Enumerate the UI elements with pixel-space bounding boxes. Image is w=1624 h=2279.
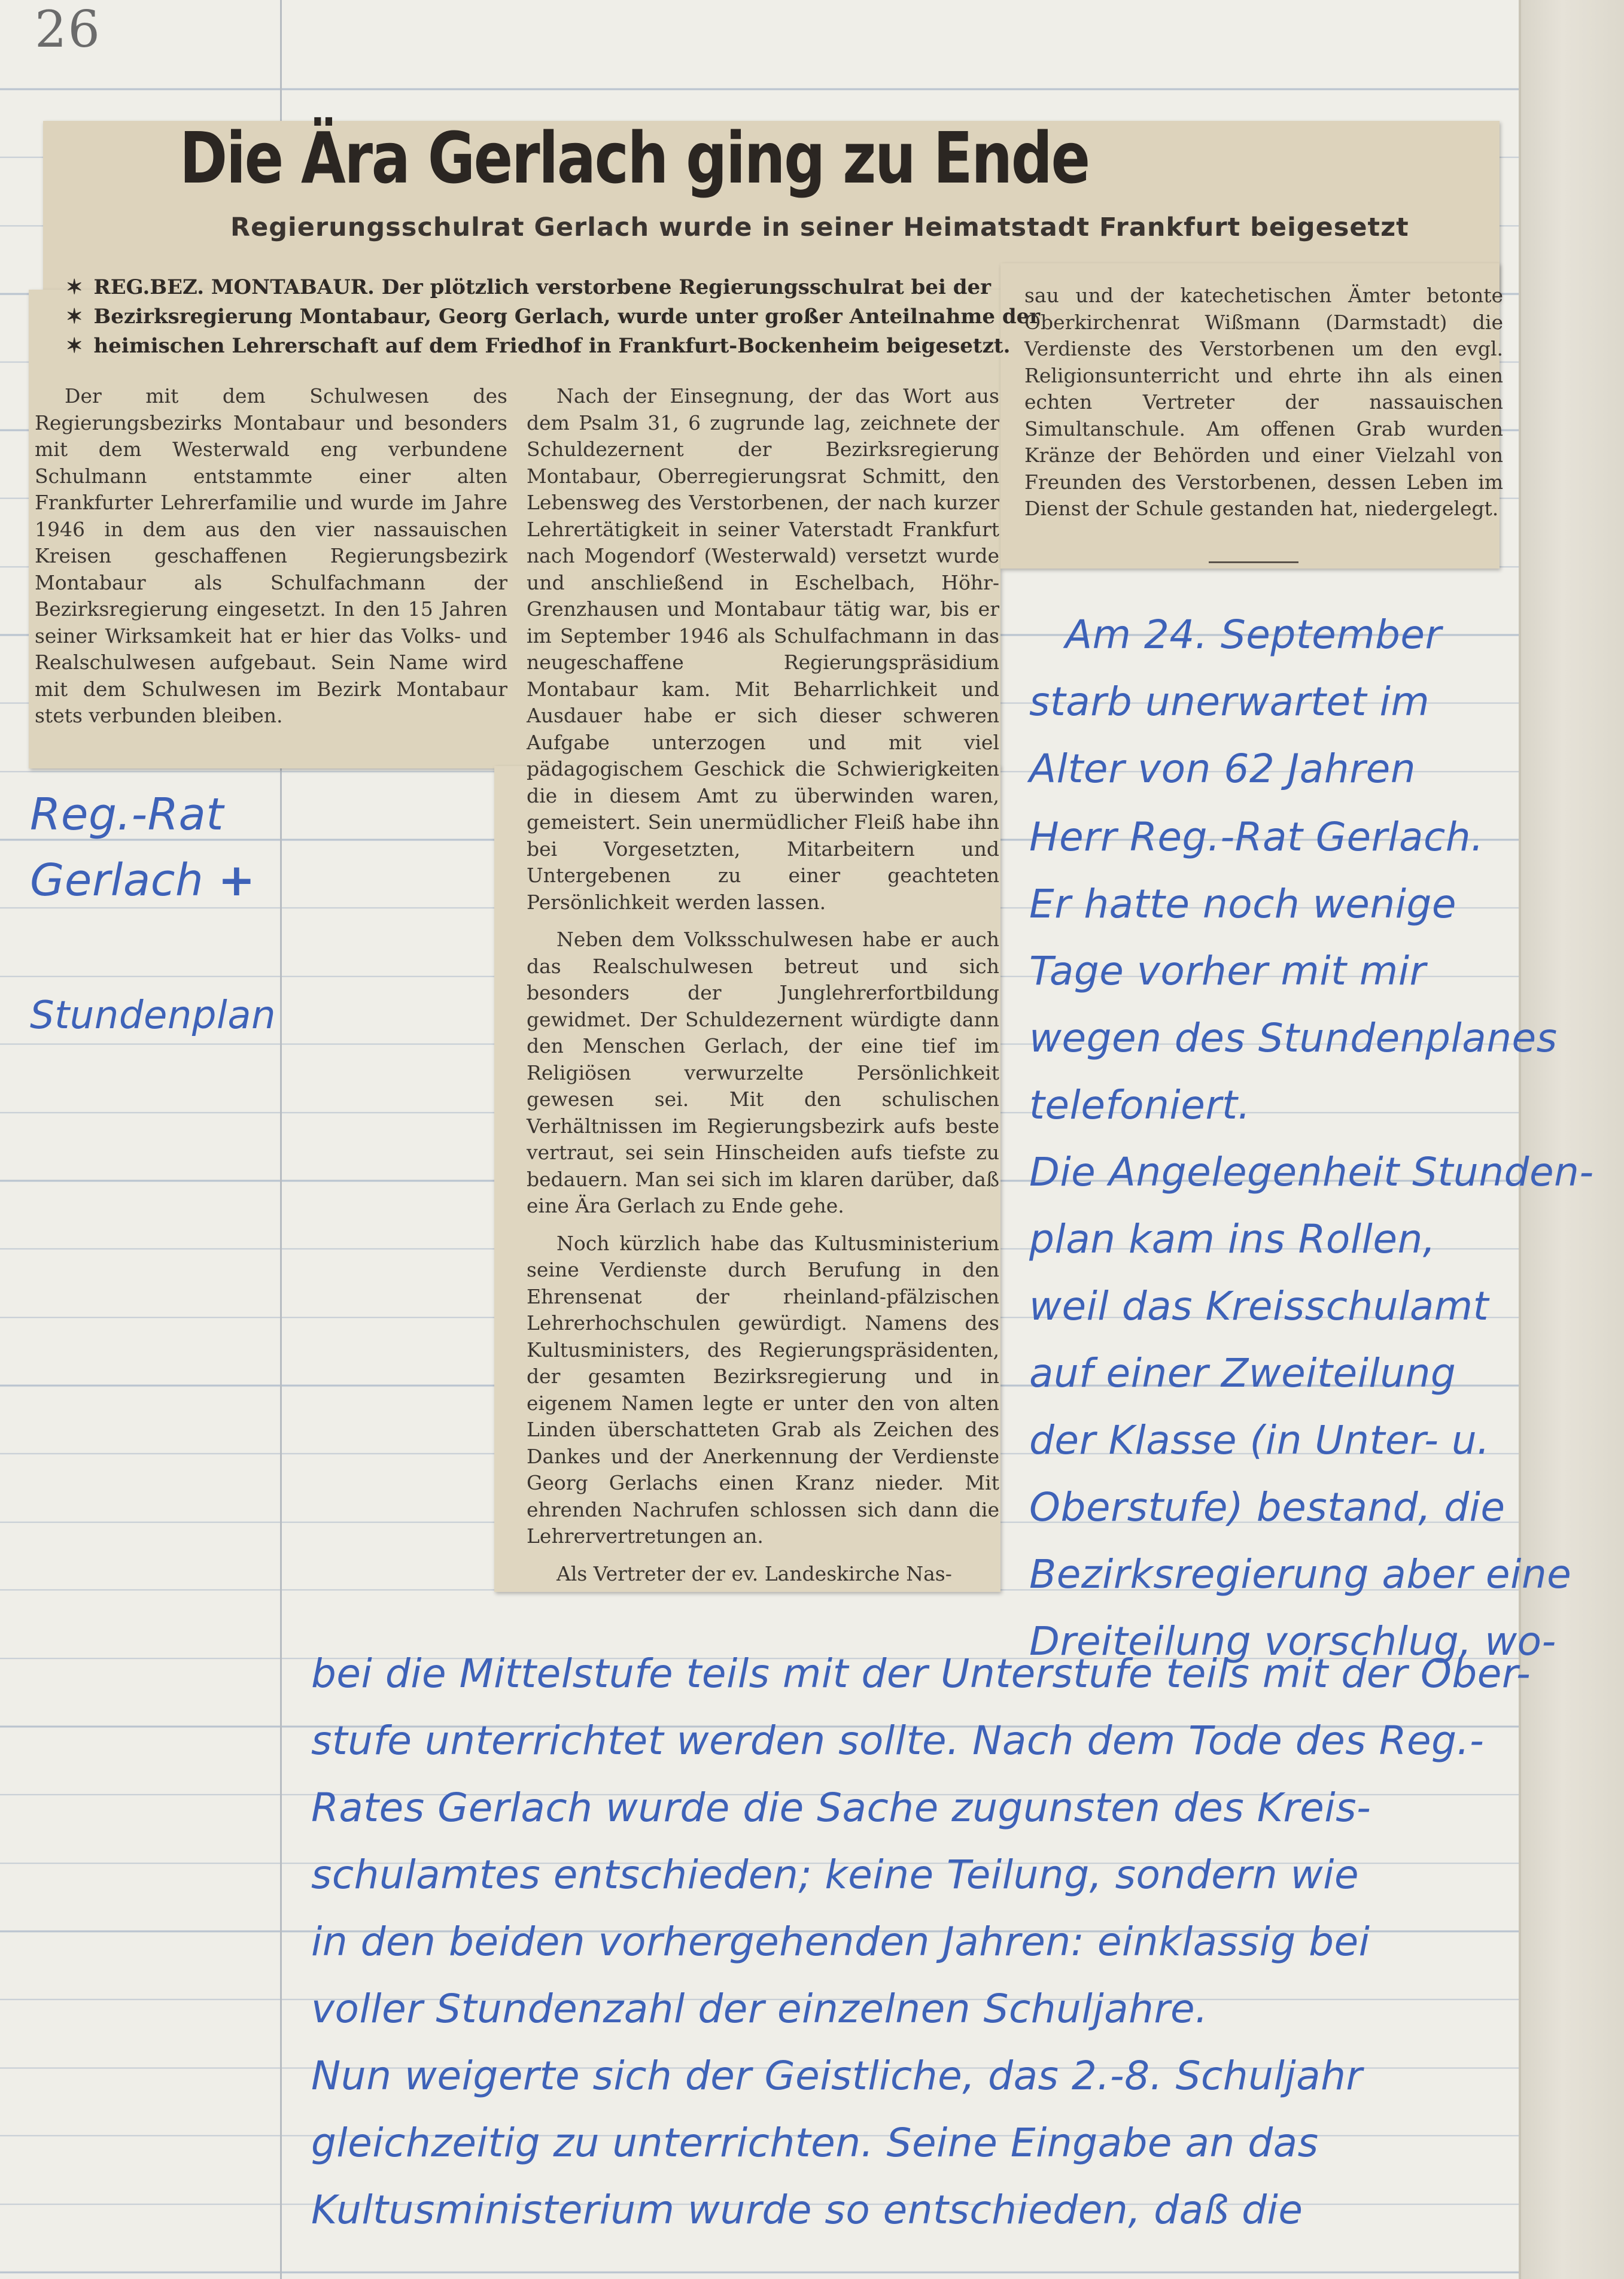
clipping-subheadline: Regierungsschulrat Gerlach wurde in seiner Heimatstadt Frankfurt beigesetzt <box>230 212 1409 242</box>
handwritten-line: Dreiteilung vorschlug, wo- <box>1029 1618 1556 1664</box>
star-icon: ✶ <box>66 334 83 358</box>
star-icon: ✶ <box>66 275 83 299</box>
handwritten-line: Nun weigerte sich der Geistliche, das 2.-8. Schuljahr <box>311 2053 1363 2099</box>
handwritten-line: der Klasse (in Unter- u. <box>1029 1417 1490 1463</box>
handwritten-line: gleichzeitig zu unterrichten. Seine Eingabe an das <box>311 2120 1319 2166</box>
article-end-rule <box>1209 561 1298 563</box>
handwritten-line: weil das Kreisschulamt <box>1029 1283 1489 1329</box>
handwritten-line: stufe unterrichtet werden sollte. Nach dem Tode des Reg.- <box>311 1718 1485 1764</box>
lead-line: ✶ heimischen Lehrerschaft auf dem Friedhof in Frankfurt-Bockenheim beigesetzt. <box>66 334 1011 358</box>
handwritten-line: Alter von 62 Jahren <box>1029 746 1416 792</box>
margin-note-title: Reg.-Rat <box>30 789 224 840</box>
star-icon: ✶ <box>66 305 83 329</box>
handwritten-line: Die Angelegenheit Stunden- <box>1029 1149 1594 1195</box>
handwritten-line: Bezirksregierung aber eine <box>1029 1551 1572 1597</box>
page-gutter <box>1521 0 1624 2279</box>
deceased-cross-mark: + <box>218 855 256 906</box>
handwritten-line: starb unerwartet im <box>1029 679 1430 725</box>
clipping-headline: Die Ära Gerlach ging zu Ende <box>180 117 1089 199</box>
handwritten-line: Kultusministerium wurde so entschieden, daß die <box>311 2187 1303 2233</box>
handwritten-line: voller Stundenzahl der einzelnen Schuljahre. <box>311 1986 1208 2032</box>
paragraph: Noch kürzlich habe das Kultusministerium seine Verdienste durch Berufung in den Ehrensenat der rheinland-pfälzischen Lehrerhochschulen gewürdigt. Namens des Kultusministers, des Regierungspräsidenten, der gesamten Bezirksregierung und in eigenem Namen legte er unter den von alten Linden überschatteten Grab als Zeichen des Dankes und der Anerkennung der Verdienste Georg Gerlachs einen Kranz nieder. Mit ehrenden Nachrufen schlossen sich dann die Lehrervertretungen an. <box>527 1231 999 1548</box>
paragraph: Nach der Einsegnung, der das Wort aus dem Psalm 31, 6 zugrunde lag, zeichnete der Schuldezernent der Bezirksregierung Montabaur, Oberregierungsrat Schmitt, den Lebensweg des Verstorbenen, der nach kurzer Lehrertätigkeit in seiner Vaterstadt Frankfurt nach Mogendorf (Westerwald) versetzt wurde und anschließend in Eschelbach, Höhr-Grenzhausen und Montabaur tätig war, bis er im September 1946 als Schulfachmann in das neugeschaffene Regierungspräsidium Montabaur kam. Mit Beharrlichkeit und Ausdauer habe er sich dieser schweren Aufgabe unterzogen und mit viel pädagogischem Geschick die Schwierigkeiten die in diesem Amt zu überwinden waren, gemeistert. Sein unermüdlicher Fleiß habe ihn bei Vorgesetzten, Mitarbeitern und Untergebenen zu einer geachteten Persönlichkeit werden lassen. <box>527 384 999 914</box>
paragraph: Als Vertreter der ev. Landeskirche Nas- <box>556 1561 952 1585</box>
clipping-column-2 <box>527 383 999 1587</box>
handwritten-line: wegen des Stundenplanes <box>1029 1015 1558 1061</box>
handwritten-line: bei die Mittelstufe teils mit der Unterstufe teils mit der Ober- <box>311 1651 1531 1697</box>
lead-line: ✶ Bezirksregierung Montabaur, Georg Gerlach, wurde unter großer Anteilnahme der <box>66 305 1041 329</box>
handwritten-line: Tage vorher mit mir <box>1029 948 1427 994</box>
handwritten-line: Herr Reg.-Rat Gerlach. <box>1029 814 1484 860</box>
paragraph: Neben dem Volksschulwesen habe er auch das Realschulwesen betreut und sich besonders der Junglehrerfortbildung gewidmet. Der Schuldezernent würdigte dann den Menschen Gerlach, der eine tief im Religiösen verwurzelte Persönlichkeit gewesen sei. Mit den schulischen Verhältnissen im Regierungsbezirk aufs beste vertraut, sei sein Hinscheiden aufs tiefste zu bedauern. Man sei sich im klaren darüber, daß eine Ära Gerlach zu Ende gehe. <box>527 928 999 1217</box>
page-number: 26 <box>35 0 101 59</box>
lead-line: ✶ REG.BEZ. MONTABAUR. Der plötzlich verstorbene Regierungsschulrat bei der <box>66 275 992 299</box>
handwritten-line: telefoniert. <box>1029 1082 1251 1128</box>
margin-note-name: Gerlach + <box>30 855 256 906</box>
clipping-column-1 <box>35 383 507 730</box>
handwritten-line: Er hatte noch wenige <box>1029 881 1456 927</box>
handwritten-line: Oberstufe) bestand, die <box>1029 1484 1506 1530</box>
paragraph: sau und der katechetischen Ämter betonte Oberkirchenrat Wißmann (Darmstadt) die Verdienste des Verstorbenen um den evgl. Religionsunterricht und ehrte ihn als einen echten Vertreter der nassauischen Simultanschule. Am offenen Grab wurden Kränze der Behörden und einer Vielzahl von Freunden des Verstorbenen, dessen Leben im Dienst der Schule gestanden hat, niedergelegt. <box>1024 284 1503 520</box>
handwritten-line: Am 24. September <box>1065 612 1442 658</box>
clipping-lead <box>66 273 1041 361</box>
margin-note-topic: Stundenplan <box>30 993 276 1038</box>
clipping-column-3 <box>1024 282 1503 522</box>
paragraph: Der mit dem Schulwesen des Regierungsbezirks Montabaur und besonders mit dem Westerwald eng verbundene Schulmann entstammte einer alten Frankfurter Lehrerfamilie und wurde im Jahre 1946 in dem aus den vier nassauischen Kreisen geschaffenen Regierungsbezirk Montabaur als Schulfachmann der Bezirksregierung eingesetzt. In den 15 Jahren seiner Wirksamkeit hat er hier das Volks- und Realschulwesen aufgebaut. Sein Name wird mit dem Schulwesen im Bezirk Montabaur stets verbunden bleiben. <box>35 384 507 727</box>
handwritten-line: plan kam ins Rollen, <box>1029 1216 1436 1262</box>
handwritten-line: auf einer Zweiteilung <box>1029 1350 1456 1396</box>
handwritten-line: Rates Gerlach wurde die Sache zugunsten des Kreis- <box>311 1785 1371 1831</box>
handwritten-line: schulamtes entschieden; keine Teilung, sondern wie <box>311 1852 1360 1898</box>
handwritten-line: in den beiden vorhergehenden Jahren: einklassig bei <box>311 1919 1370 1965</box>
